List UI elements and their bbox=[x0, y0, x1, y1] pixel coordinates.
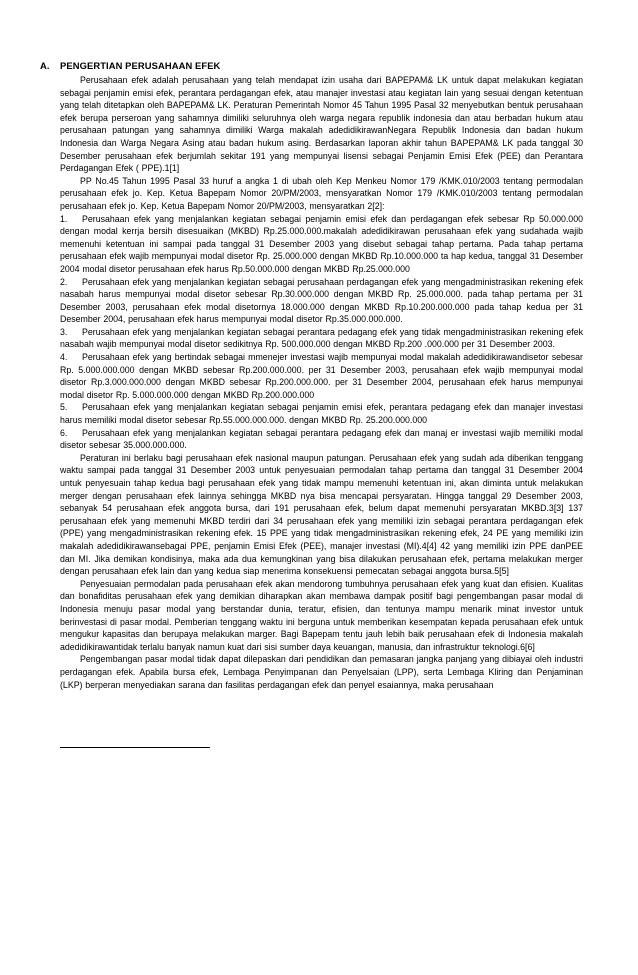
list-item-number: 2. bbox=[60, 276, 68, 287]
footnote-separator bbox=[60, 747, 210, 748]
list-item bbox=[60, 401, 583, 426]
list-item-text: Perusahaan efek yang bertindak sebagai mmenejer investasi wajib mempunyai modal makalah adedidikirawandisetor sebesar Rp. 5.000.000.000 dengan MKBD sebesar Rp.200.000.000. per 31 Desember 2003, perusahaan efek wajib mempunyai modal disetor Rp.3.000.000.000 dengan MKBD sebesar Rp.200.000.000. per 31 Desember 2004, perusahaan efek harus mempunyai modal disetor Rp. 5.000.000.000 dengan MKBD Rp.200.000.000 bbox=[60, 352, 583, 400]
section-title: PENGERTIAN PERUSAHAAN EFEK bbox=[60, 60, 221, 71]
paragraph-capital-adjustment: Penyesuaian permodalan pada perusahaan efek akan mendorong tumbuhnya perusahaan efek yang kuat dan efisien. Kualitas dan bonafiditas perusahaan efek yang demikian diharapkan akan membawa dampak positif bagi pengembangan pasar modal di Indonesia menuju pasar modal yang berstandar dunia, teratur, efisien, dan tentunya mampu menarik minat investor untuk berinvestasi di pasar modal. Pemberian tenggang waktu ini berguna untuk memberikan kesempatan kepada perusahaan efek untuk mengukur kapasitas dan berupaya melakukan marger. Bagi Bapepam tentu jauh lebih baik perusahaan efek di Indonesia makalah adedidikirawantidak terlalu banyak namun kuat dari sisi sumber daya keuangan, manusia, dan infrastruktur teknologi.6[6] bbox=[60, 578, 583, 652]
paragraph-transition: Peraturan ini berlaku bagi perusahaan efek nasional maupun patungan. Perusahaan efek yang sudah ada diberikan tenggang waktu sampai pada tanggal 31 Desember 2003 untuk penyesuaian permodalan tahap pertama dan tanggal 31 Desember 2004 untuk penyesuain tahap kedua bagi perusahaan efek yang tidak mampu memenuhi ketentuan ini, akan diminta untuk melakukan merger dengan perusahaan efek lainnya sehingga MKBD nya bisa mencapai persyaratan. Hingga tanggal 29 Desember 2003, sebanyak 54 perusahaan efek anggota bursa, dari 191 perusahaan efek, belum dapat memenuhi persyaratan MKBD.3[3] 137 perusahaan efek yang memenuhi MKBD terdiri dari 34 perusahaan efek yang memiliki izin sebagai perantara perdagangan efek (PPE) yang mengadministrasikan rekening efek. 15 PPE yang tidak mengadministrasikan rekening efek, 24 PE yang memiliki izin makalah adedidikirawansebagai PPE, penjamin Emisi Efek (PEE), manajer investasi (MI).4[4] 42 yang memiliki izin PPE danPEE dan MI. Jika demikan kondisinya, maka ada dua kemungkinan yang bisa dilakukan perusahaan efek, pertama melakukan merger dengan perusahaan efek lain dan yang kedua siap menerima konsekuensi pemecatan sebagai anggota bursa.5[5] bbox=[60, 452, 583, 577]
section-letter: A. bbox=[40, 60, 50, 71]
list-item bbox=[60, 326, 583, 351]
list-item-number: 4. bbox=[60, 352, 68, 363]
section-heading bbox=[40, 60, 583, 72]
list-item-text: Perusahaan efek yang menjalankan kegiatan sebagai penjamin emisi efek, perantara pedagang efek dan manajer investasi harus memiliki modal disetor sebesar Rp.55.000.000.000. dengan MKBD Rp. 25.200.000.000 bbox=[60, 402, 583, 426]
list-item bbox=[60, 213, 583, 276]
paragraph-market-development: Pengembangan pasar modal tidak dapat dilepaskan dari pendidikan dan pemasaran jangka panjang yang dibiayai oleh industri perdagangan efek. Apabila bursa efek, Lembaga Penyimpanan dan Penyelsaian (LPP), serta Lembaga Kliring dan Penjaminan (LKP) berperan menyediakan sarana dan fasilitas perdagangan efek dan penyel esaiannya, maka perusahaan bbox=[60, 654, 583, 690]
list-item-number: 3. bbox=[60, 326, 68, 337]
list-item-number: 5. bbox=[60, 402, 68, 413]
paragraph-definition: Perusahaan efek adalah perusahaan yang telah mendapat izin usaha dari BAPEPAM& LK untuk dapat melakukan kegiatan sebagai penjamin emisi efek, perantara perdagangan efek, atau manajer investasi atau kegiatan lain yang sesuai dengan ketentuan yang telah ditetapkan oleh BAPEPAM& LK. Peraturan Pemerintah Nomor 45 Tahun 1995 Pasal 32 menyebutkan bentuk perusahaan efek berupa perseroan yang sahamnya dimiliki seluruhnya oleh warga negara republik indonesia dan atau berbadan hukum atau perusahaan patungan yang sahamnya dimiliki Warga makalah adedidikirawanNegara Republik Indonesia dan badan hukum Indonesia dan Warga Negara Asing atau badan hukum asing. Berdasarkan laporan akhir tahun BAPEPAM& LK pada tanggal 30 Desember perusahaan efek berjumlah sekitar 191 yang mempunyai lisensi sebagai Penjamin Emisi Efek (PEE) dan Perantara Perdagangan Efek ( PPE).1[1] bbox=[60, 75, 583, 174]
paragraph-regulation: PP No.45 Tahun 1995 Pasal 33 huruf a angka 1 di ubah oleh Kep Menkeu Nomor 179 /KMK.010/2003 tentang permodalan perusahaan efek jo. Kep. Ketua Bapepam Nomor 20/PM/2003, mensyaratkan Nomor 179 /KMK.010/2003 tentang permodalan perusahaan efek jo. Kep. Ketua Bapepam Nomor 20/PM/2003, mensyaratkan 2[2]: bbox=[60, 175, 583, 211]
list-item-number: 6. bbox=[60, 427, 68, 438]
list-item bbox=[60, 427, 583, 452]
list-item-number: 1. bbox=[60, 213, 68, 224]
list-item bbox=[60, 276, 583, 326]
list-item-text: Perusahaan efek yang menjalankan kegiatan sebagai perantara pedagang efek dan manaj er investasi wajib memiliki modal disetor sebesar 35.000.000.000. bbox=[60, 427, 583, 451]
list-item-text: Perusahaan efek yang menjalankan kegiatan sebagai perusahaan perdagangan efek yang mengadministrasikan rekening efek nasabah harus mempunyai modal disetor sebesar Rp.30.000.000 dengan MKBD Rp. 25.000.000. pada tahap pertama per 31 Desember 2003, perusahaan efek modal disetornya 18.000.000 dengan MKBD Rp.10.200.000.000 pada tahap kedua per 31 Desember 2004, perusahaan efek harus mempunyai modal disetor Rp.35.000.000.000. bbox=[60, 276, 583, 325]
list-item bbox=[60, 351, 583, 401]
list-item-text: Perusahaan efek yang menjalankan kegiatan sebagai perantara pedagang efek yang tidak mengadministrasikan rekening efek nasabah wajib mempunyai modal disetor sedikitnya Rp. 500.000.000 dengan MKBD Rp.200 .000.000 per 31 Desember 2003. bbox=[60, 326, 583, 350]
list-item-text: Perusahaan efek yang menjalankan kegiatan sebagai penjamin emisi efek dan perdagangan efek sebesar Rp 50.000.000 dengan modal kerrja bersih disesuaikan (MKBD) Rp.25.000.000.makalah adedidikirawan perusahaan efek yang sudahada wajib memenuhi ketentuan ini sampai pada tanggal 31 Desember 2003 yang disebut sebagai tahap pertama. Pada tahap pertama perusahaan efek wajib mempunyai modal disetor Rp. 25.000.000 dengan MKBD Rp.10.000.000 ta hap kedua, tanggal 31 Desember 2004 modal disetor perusahaan efek harus Rp.50.000.000 dengan MKBD Rp.25.000.000 bbox=[60, 213, 583, 274]
